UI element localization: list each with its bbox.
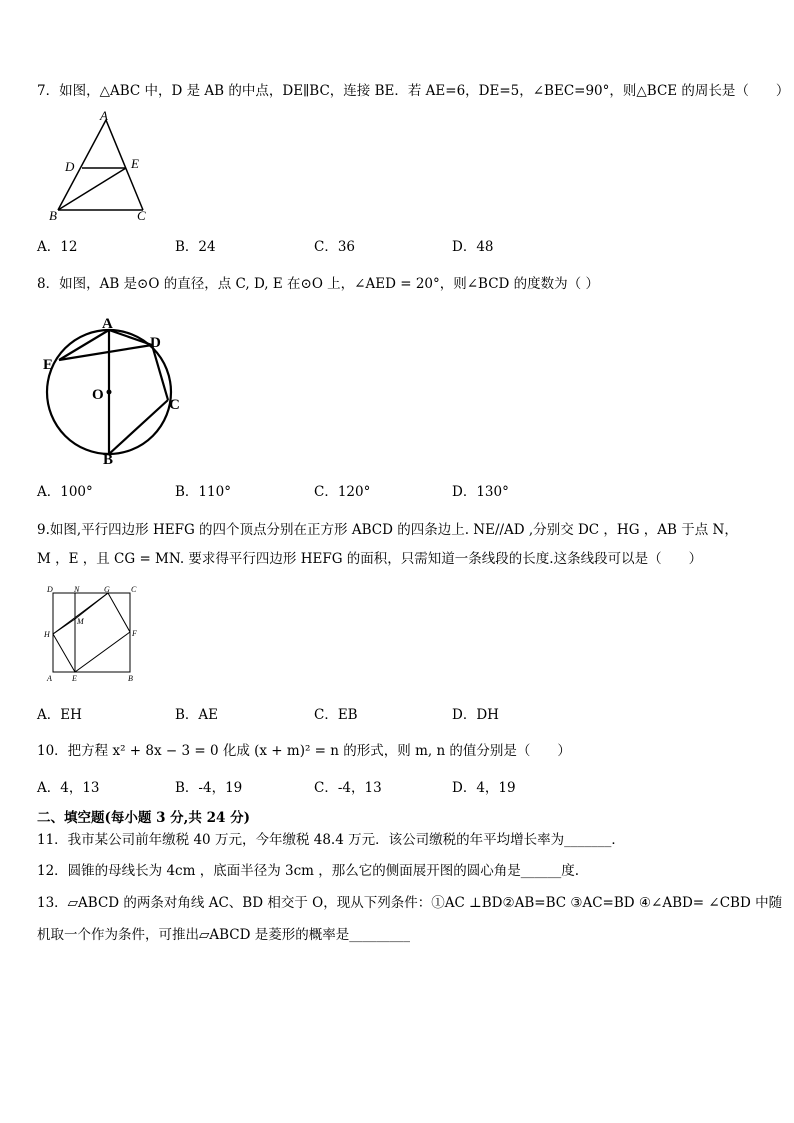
q7-stem: 7．如图，△ABC 中，D 是 AB 的中点，DE∥BC，连接 BE．若 AE=6，DE=5，∠BEC=90°，则△BCE 的周长是（ ） bbox=[37, 83, 790, 99]
q8-option-c: C．120° bbox=[314, 484, 371, 500]
q10-option-c: C．-4，13 bbox=[314, 780, 382, 796]
q7-figure bbox=[40, 108, 170, 228]
q7-option-d: D．48 bbox=[452, 239, 494, 255]
q7-option-c: C．36 bbox=[314, 239, 356, 255]
q10-option-b: B．-4，19 bbox=[175, 780, 243, 796]
q10-option-d: D．4，19 bbox=[452, 780, 516, 796]
q13-text-line1: 13．▱ABCD 的两条对角线 AC、BD 相交于 O，现从下列条件：①AC ⊥BD②AB=BC ③AC=BD ④∠ABD= ∠CBD 中随 bbox=[37, 895, 783, 911]
q7-label-C: C bbox=[137, 208, 146, 223]
q9-label-A: A bbox=[47, 674, 52, 683]
q10-option-a: A．4，13 bbox=[37, 780, 100, 796]
q7-label-D: D bbox=[65, 159, 75, 174]
q11-text: 11．我市某公司前年缴税 40 万元，今年缴税 48.4 万元．该公司缴税的年平均增长率为_______． bbox=[37, 832, 625, 848]
q8-option-a: A．100° bbox=[37, 484, 93, 500]
q8-label-O: O bbox=[92, 387, 104, 403]
q9-label-M: M bbox=[77, 617, 84, 626]
q10-stem: 10．把方程 x² + 8x − 3 = 0 化成 (x + m)² = n 的形式，则 m, n 的值分别是（ ） bbox=[37, 743, 571, 759]
q12-text: 12．圆锥的母线长为 4cm ，底面半径为 3cm ，那么它的侧面展开图的圆心角是______度. bbox=[37, 863, 580, 879]
q9-option-b: B．AE bbox=[175, 707, 219, 723]
q7-option-a: A．12 bbox=[37, 239, 78, 255]
q7-label-B: B bbox=[49, 208, 57, 223]
q9-label-D: D bbox=[47, 585, 53, 594]
q8-label-D: D bbox=[150, 335, 161, 351]
q8-figure bbox=[38, 312, 188, 467]
section-2-heading: 二、填空题(每小题 3 分,共 24 分) bbox=[37, 810, 250, 826]
q7-option-b: B．24 bbox=[175, 239, 216, 255]
q9-label-B: B bbox=[128, 674, 133, 683]
q9-figure bbox=[40, 582, 152, 686]
q9-option-a: A．EH bbox=[37, 707, 82, 723]
q9-label-E: E bbox=[72, 674, 77, 683]
q7-label-E: E bbox=[131, 156, 139, 171]
q9-stem-line1: 9.如图,平行四边形 HEFG 的四个顶点分别在正方形 ABCD 的四条边上. NE//AD ,分别交 DC ，HG ，AB 于点 N， bbox=[37, 522, 738, 538]
q9-label-C: C bbox=[131, 585, 137, 594]
q9-label-N: N bbox=[74, 585, 80, 594]
q9-label-G: G bbox=[104, 585, 110, 594]
q9-stem-line2: M ，E ，且 CG = MN. 要求得平行四边形 HEFG 的面积，只需知道一条线段的长度.这条线段可以是（ ） bbox=[37, 551, 703, 567]
q9-label-H: H bbox=[44, 630, 50, 639]
q9-label-F: F bbox=[132, 629, 137, 638]
q9-option-d: D．DH bbox=[452, 707, 499, 723]
q8-label-C: C bbox=[169, 397, 180, 413]
q9-option-c: C．EB bbox=[314, 707, 358, 723]
q7-label-A: A bbox=[100, 108, 108, 123]
q8-label-A: A bbox=[102, 316, 113, 332]
q8-label-B: B bbox=[103, 452, 114, 467]
q8-option-d: D．130° bbox=[452, 484, 509, 500]
q8-label-E: E bbox=[43, 357, 54, 373]
q8-option-b: B．110° bbox=[175, 484, 231, 500]
q13-text-line2: 机取一个作为条件，可推出▱ABCD 是菱形的概率是_________ bbox=[37, 927, 410, 943]
q8-stem: 8．如图，AB 是⊙O 的直径，点 C, D, E 在⊙O 上，∠AED = 20°，则∠BCD 的度数为（ ） bbox=[37, 276, 599, 292]
